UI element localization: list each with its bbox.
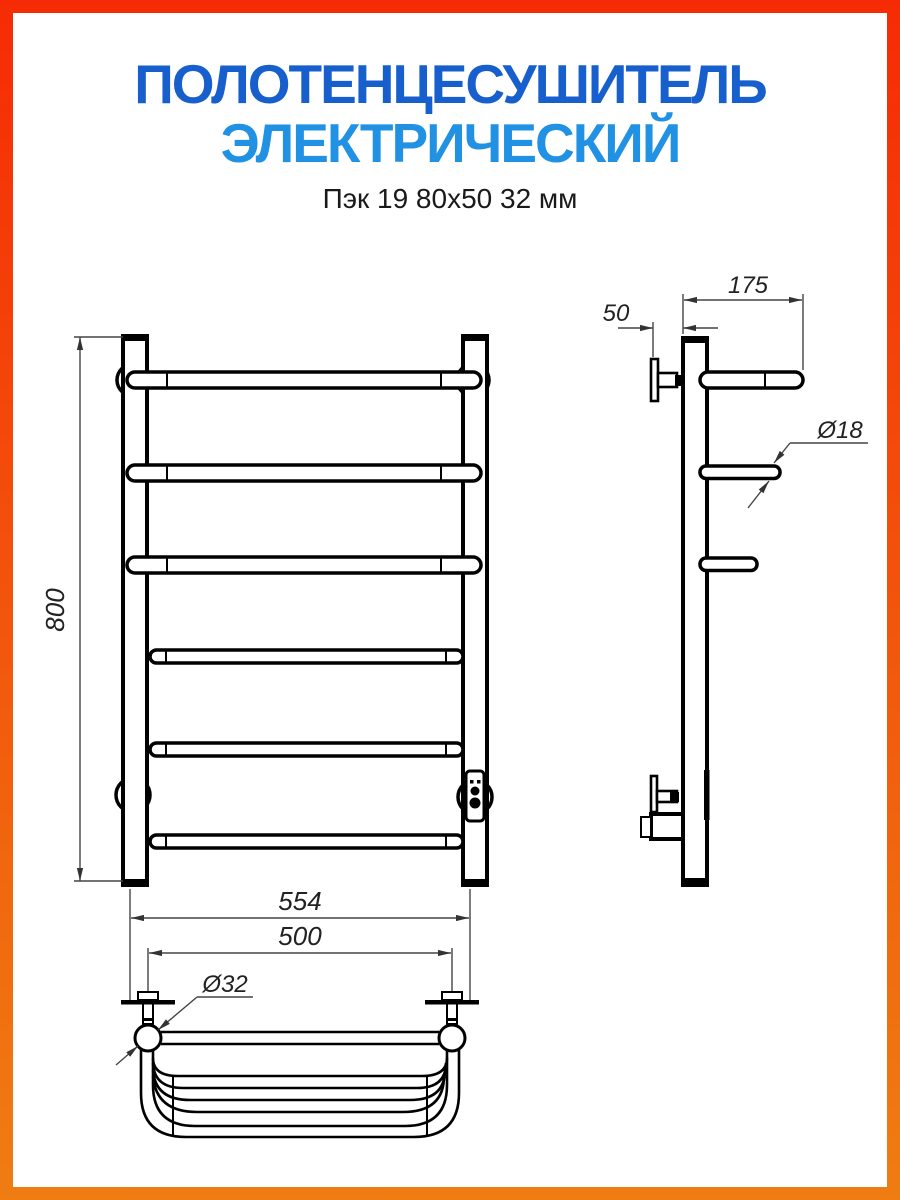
title-line-1: ПОЛОТЕНЦЕСУШИТЕЛЬ	[134, 53, 766, 115]
top-view-shelf	[141, 1032, 459, 1137]
top-view	[116, 886, 479, 1137]
lower-wall-bracket	[641, 776, 684, 839]
side-shelf-bar-1	[700, 372, 803, 388]
dim-overall-width-label: 554	[278, 886, 322, 916]
rung-4	[150, 650, 463, 663]
rung-2	[127, 465, 481, 481]
side-view	[603, 272, 868, 885]
side-shelf-bar-3	[700, 558, 757, 571]
left-post	[123, 336, 147, 885]
post-section-circle	[135, 1025, 161, 1051]
dim-height-label: 800	[40, 588, 70, 632]
dim-height	[40, 337, 123, 881]
page-canvas	[13, 13, 887, 1187]
technical-drawing-svg	[13, 13, 887, 1187]
front-view	[40, 334, 492, 886]
dim-bar-diameter-label: Ø18	[817, 417, 863, 444]
rung-5	[150, 743, 463, 756]
side-shelf-bar-2	[700, 466, 780, 479]
top-view-right-mount	[425, 992, 479, 1026]
power-switch	[466, 771, 484, 821]
dim-rail-width	[148, 921, 452, 991]
dim-shelf-depth-label: 175	[727, 272, 769, 299]
dim-post-diameter-label: Ø32	[202, 971, 248, 998]
post-section-circle	[439, 1025, 465, 1051]
rung-3	[127, 557, 481, 573]
rung-6	[150, 835, 463, 848]
dim-bar-diameter	[748, 417, 868, 508]
heating-element-box	[651, 814, 684, 839]
product-subtitle: Пэк 19 80x50 32 мм	[322, 183, 578, 214]
dim-rail-width-label: 500	[278, 921, 322, 951]
title-line-2: ЭЛЕКТРИЧЕСКИЙ	[220, 111, 680, 174]
dim-wall-offset-label: 50	[602, 300, 630, 327]
upper-wall-bracket	[651, 359, 684, 401]
rung-1	[127, 372, 481, 388]
dim-post-diameter	[116, 971, 253, 1065]
side-post	[683, 338, 707, 885]
side-switch	[704, 770, 710, 820]
